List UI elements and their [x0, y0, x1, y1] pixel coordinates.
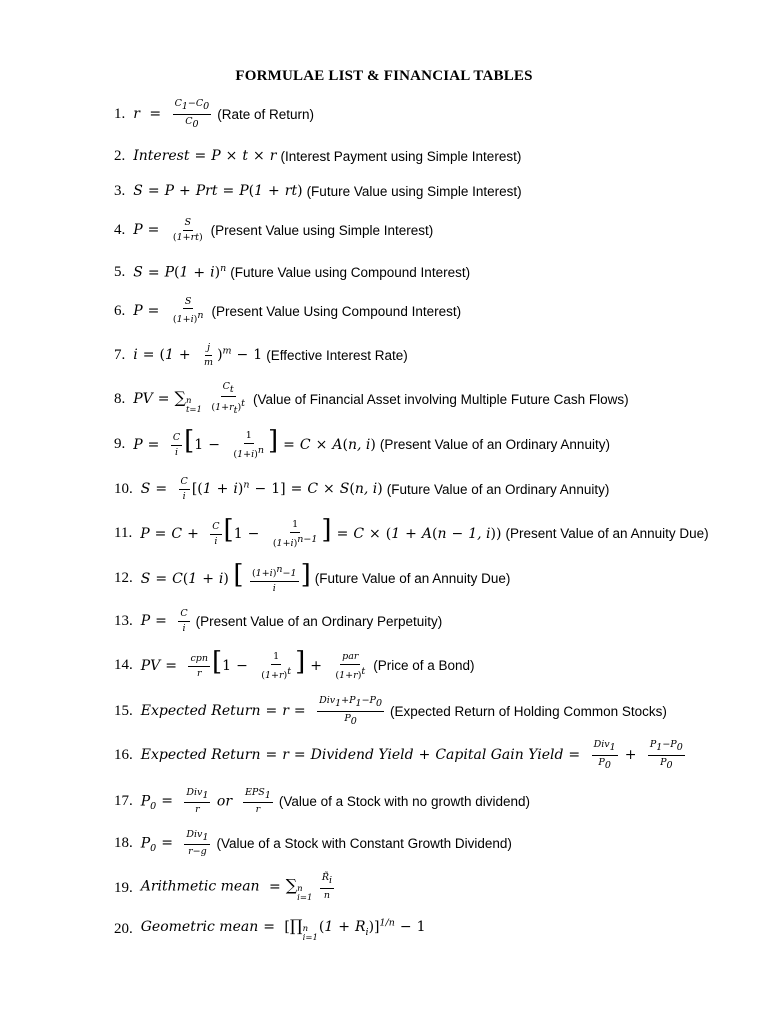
formula-description: (Future Value using Simple Interest)	[306, 183, 522, 199]
formula-expression: PV = $\frac{\text{cpn}}{r}$ [1 − $\frac{1}{(1+r)t}$ ] + $\frac{\text{par}}{(1+r)t}$	[140, 647, 366, 682]
formula-expression: P = $\frac{S}{(1+rt)}$	[133, 217, 203, 243]
formula-expression: P = $\frac{C}{i}$	[140, 608, 188, 634]
formula-expression: S = P + Prt = P(1 + rt)	[133, 183, 303, 199]
formula-number: 10.	[114, 480, 133, 497]
formula-19	[114, 873, 336, 903]
formula-number: 7.	[114, 346, 126, 363]
formula-15	[114, 696, 667, 726]
formula-5	[114, 257, 470, 287]
formula-expression: Expected Return = r = $\frac{\text{Div1+P1−P0}}{P0}$	[140, 695, 382, 727]
formula-description: (Price of a Bond)	[373, 657, 475, 673]
formula-10	[114, 474, 609, 504]
formula-description: (Present Value using Simple Interest)	[210, 222, 434, 238]
formula-number: 18.	[114, 834, 133, 851]
formula-expression: $P_0$ = $\frac{\text{Div1}}{r-g}$	[140, 828, 209, 857]
formula-1	[114, 99, 314, 129]
formula-16	[114, 740, 687, 770]
formula-number: 12.	[114, 569, 133, 586]
formula-expression: P = C + $\frac{C}{i}$ [1 − $\frac{1}{(1+i)n-1}$ ] = C × (1 + A(n − 1, i))	[140, 515, 502, 550]
formula-number: 14.	[114, 656, 133, 673]
formula-expression: Interest = P × t × r	[133, 148, 277, 164]
formula-number: 17.	[114, 792, 133, 809]
formula-number: 4.	[114, 221, 126, 238]
formula-number: 9.	[114, 435, 126, 452]
formula-expression: r = $\frac{C1-C0}{C0}$	[133, 98, 210, 130]
formula-number: 20.	[114, 920, 133, 937]
formula-description: (Effective Interest Rate)	[266, 347, 408, 363]
formula-8	[114, 381, 629, 417]
formula-number: 16.	[114, 746, 133, 763]
formula-6	[114, 296, 461, 326]
formula-number: 5.	[114, 263, 126, 280]
formula-description: (Interest Payment using Simple Interest)	[280, 148, 522, 164]
formula-description: (Future Value of an Annuity Due)	[314, 570, 511, 586]
formula-expression: Expected Return = r = Dividend Yield + Capital Gain Yield = $\frac{\text{Div1}}{P0}$ + $\frac{P1-P0}{P0}$	[140, 739, 683, 771]
formula-expression: S = C(1 + i) [ $\frac{(1+i)n-1}{i}$ ]	[140, 560, 311, 595]
formula-expression: P = $\frac{C}{i}$ [1 − $\frac{1}{(1+i)n}$ ] = C × A(n, i)	[133, 426, 376, 461]
formula-expression: Arithmetic mean = ∑ n i=1 $\frac{R̃i}{n}$	[140, 872, 333, 903]
formula-expression: i = (1 + $\frac{j}{m}$ )$^m$ − 1	[133, 342, 263, 368]
formula-4	[114, 215, 433, 245]
formula-number: 2.	[114, 147, 126, 164]
formula-description: (Present Value of an Ordinary Perpetuity)	[195, 613, 443, 629]
formula-description: (Expected Return of Holding Common Stocks)	[389, 703, 667, 719]
formula-number: 1.	[114, 105, 126, 122]
formula-13	[114, 606, 442, 636]
formula-description: (Value of a Stock with no growth dividend)	[278, 793, 530, 809]
formula-description: (Future Value using Compound Interest)	[230, 264, 471, 280]
formula-description: (Future Value of an Ordinary Annuity)	[386, 481, 610, 497]
formula-description: (Present Value of an Annuity Due)	[505, 525, 709, 541]
formula-17	[114, 786, 530, 816]
formula-3	[114, 176, 522, 206]
formula-expression: $P_0$ = $\frac{\text{Div1}}{r}$ or $\frac{\text{EPS1}}{r}$	[140, 786, 271, 815]
formula-expression: $S = P(1 + i)^n$	[133, 263, 227, 281]
formula-description: (Value of Financial Asset involving Multiple Future Cash Flows)	[252, 391, 629, 407]
formula-number: 15.	[114, 702, 133, 719]
formula-number: 3.	[114, 182, 126, 199]
formula-12	[114, 560, 511, 595]
formula-2	[114, 141, 521, 171]
formula-11	[114, 515, 709, 550]
formula-description: (Present Value Using Compound Interest)	[211, 303, 462, 319]
formula-14	[114, 647, 475, 682]
formula-expression: P = $\frac{S}{(1+i)n}$	[133, 295, 204, 326]
formula-number: 8.	[114, 390, 126, 407]
formula-expression: PV = ∑ n t=1 $\frac{Ct}{(1+rt)t}$	[133, 381, 245, 417]
formula-number: 19.	[114, 879, 133, 896]
page-title: FORMULAE LIST & FINANCIAL TABLES	[235, 68, 533, 84]
formula-description: (Value of a Stock with Constant Growth Dividend)	[216, 835, 512, 851]
formula-description: (Rate of Return)	[217, 106, 314, 122]
formula-expression: S = $\frac{C}{i}$ $[(1 + i)^n - 1] = C \times S(n$, i)	[140, 476, 383, 502]
formula-9	[114, 426, 610, 461]
formula-number: 13.	[114, 612, 133, 629]
formula-expression: Geometric mean = [∏ n i=1 $(1 + R_i)]^{1/n} - 1$	[140, 915, 426, 943]
formula-18	[114, 828, 512, 858]
formula-description: (Present Value of an Ordinary Annuity)	[379, 436, 610, 452]
formula-7	[114, 340, 408, 370]
formula-number: 11.	[114, 524, 133, 541]
formula-number: 6.	[114, 302, 126, 319]
formula-20	[114, 914, 426, 944]
